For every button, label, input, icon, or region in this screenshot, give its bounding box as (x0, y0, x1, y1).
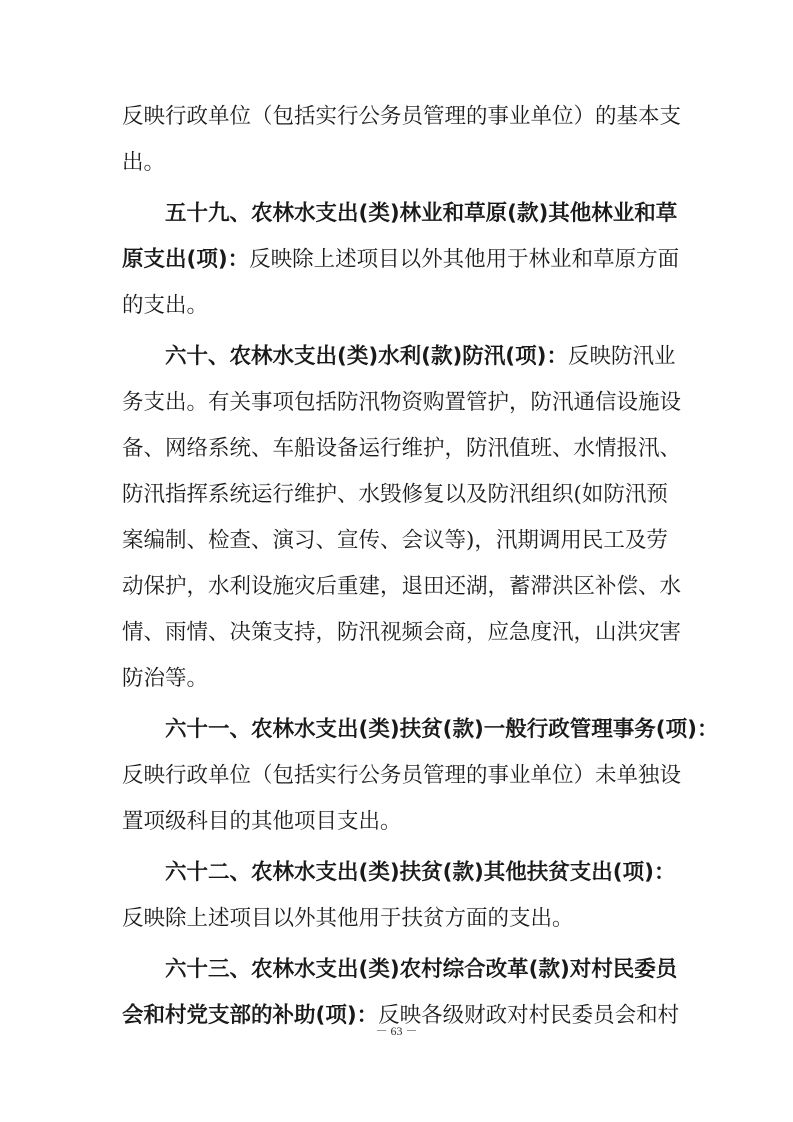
text-run: 的支出。 (122, 293, 209, 318)
text-line (0, 950, 793, 990)
text-run: 防汛指挥系统运行维护、水毁修复以及防汛组织(如防汛预 (122, 482, 668, 507)
bold-text-run: 六十一、农林水支出(类)扶贫(款)一般行政管理事务(项)： (165, 717, 719, 742)
text-run: 备、网络系统、车船设备运行维护，防汛值班、水情报汛、 (122, 436, 682, 461)
bold-text-run: 会和村党支部的补助(项)： (122, 1003, 379, 1028)
page-number: － 63 － (375, 1024, 418, 1038)
text-line (0, 475, 793, 515)
text-line (0, 853, 793, 893)
text-line (0, 659, 793, 699)
text-line (0, 521, 793, 561)
text-run: 反映除上述项目以外其他用于扶贫方面的支出。 (122, 906, 574, 931)
text-run: 情、雨情、决策支持，防汛视频会商，应急度汛，山洪灾害 (122, 620, 682, 645)
bold-text-run: 六十三、农林水支出(类)农村综合改革(款)对村民委员 (165, 957, 678, 982)
text-line (0, 756, 793, 796)
bold-text-run: 六十、农林水支出(类)水利(款)防汛(项)： (165, 344, 568, 369)
text-run: 反映防汛业 (567, 344, 676, 369)
bold-text-run: 六十二、农林水支出(类)扶贫(款)其他扶贫支出(项)： (165, 860, 676, 885)
text-line (0, 143, 793, 183)
text-line (0, 567, 793, 607)
text-line (0, 899, 793, 939)
text-run: 务支出。有关事项包括防汛物资购置管护，防汛通信设施设 (122, 390, 682, 415)
text-line (0, 429, 793, 469)
text-line (0, 383, 793, 423)
text-run: 案编制、检查、演习、宣传、会议等)，汛期调用民工及劳 (122, 528, 668, 553)
text-line (0, 802, 793, 842)
text-line (0, 613, 793, 653)
bold-text-run: 原支出(项)： (122, 247, 250, 272)
text-run: 防治等。 (122, 666, 209, 691)
text-run: 反映行政单位（包括实行公务员管理的事业单位）未单独设 (122, 763, 682, 788)
text-run: 反映行政单位（包括实行公务员管理的事业单位）的基本支 (122, 104, 682, 129)
text-run: 出。 (122, 150, 166, 175)
text-line (0, 286, 793, 326)
text-line (0, 194, 793, 234)
bold-text-run: 五十九、农林水支出(类)林业和草原(款)其他林业和草 (165, 201, 678, 226)
text-run: 置项级科目的其他项目支出。 (122, 809, 402, 834)
text-line (0, 240, 793, 280)
text-run: 反映除上述项目以外其他用于林业和草原方面 (249, 247, 680, 272)
text-line (0, 710, 793, 750)
text-line (0, 337, 793, 377)
text-run: 动保护，水利设施灾后重建，退田还湖，蓄滞洪区补偿、水 (122, 574, 682, 599)
text-run: 反映各级财政对村民委员会和村 (378, 1003, 680, 1028)
text-line (0, 97, 793, 137)
